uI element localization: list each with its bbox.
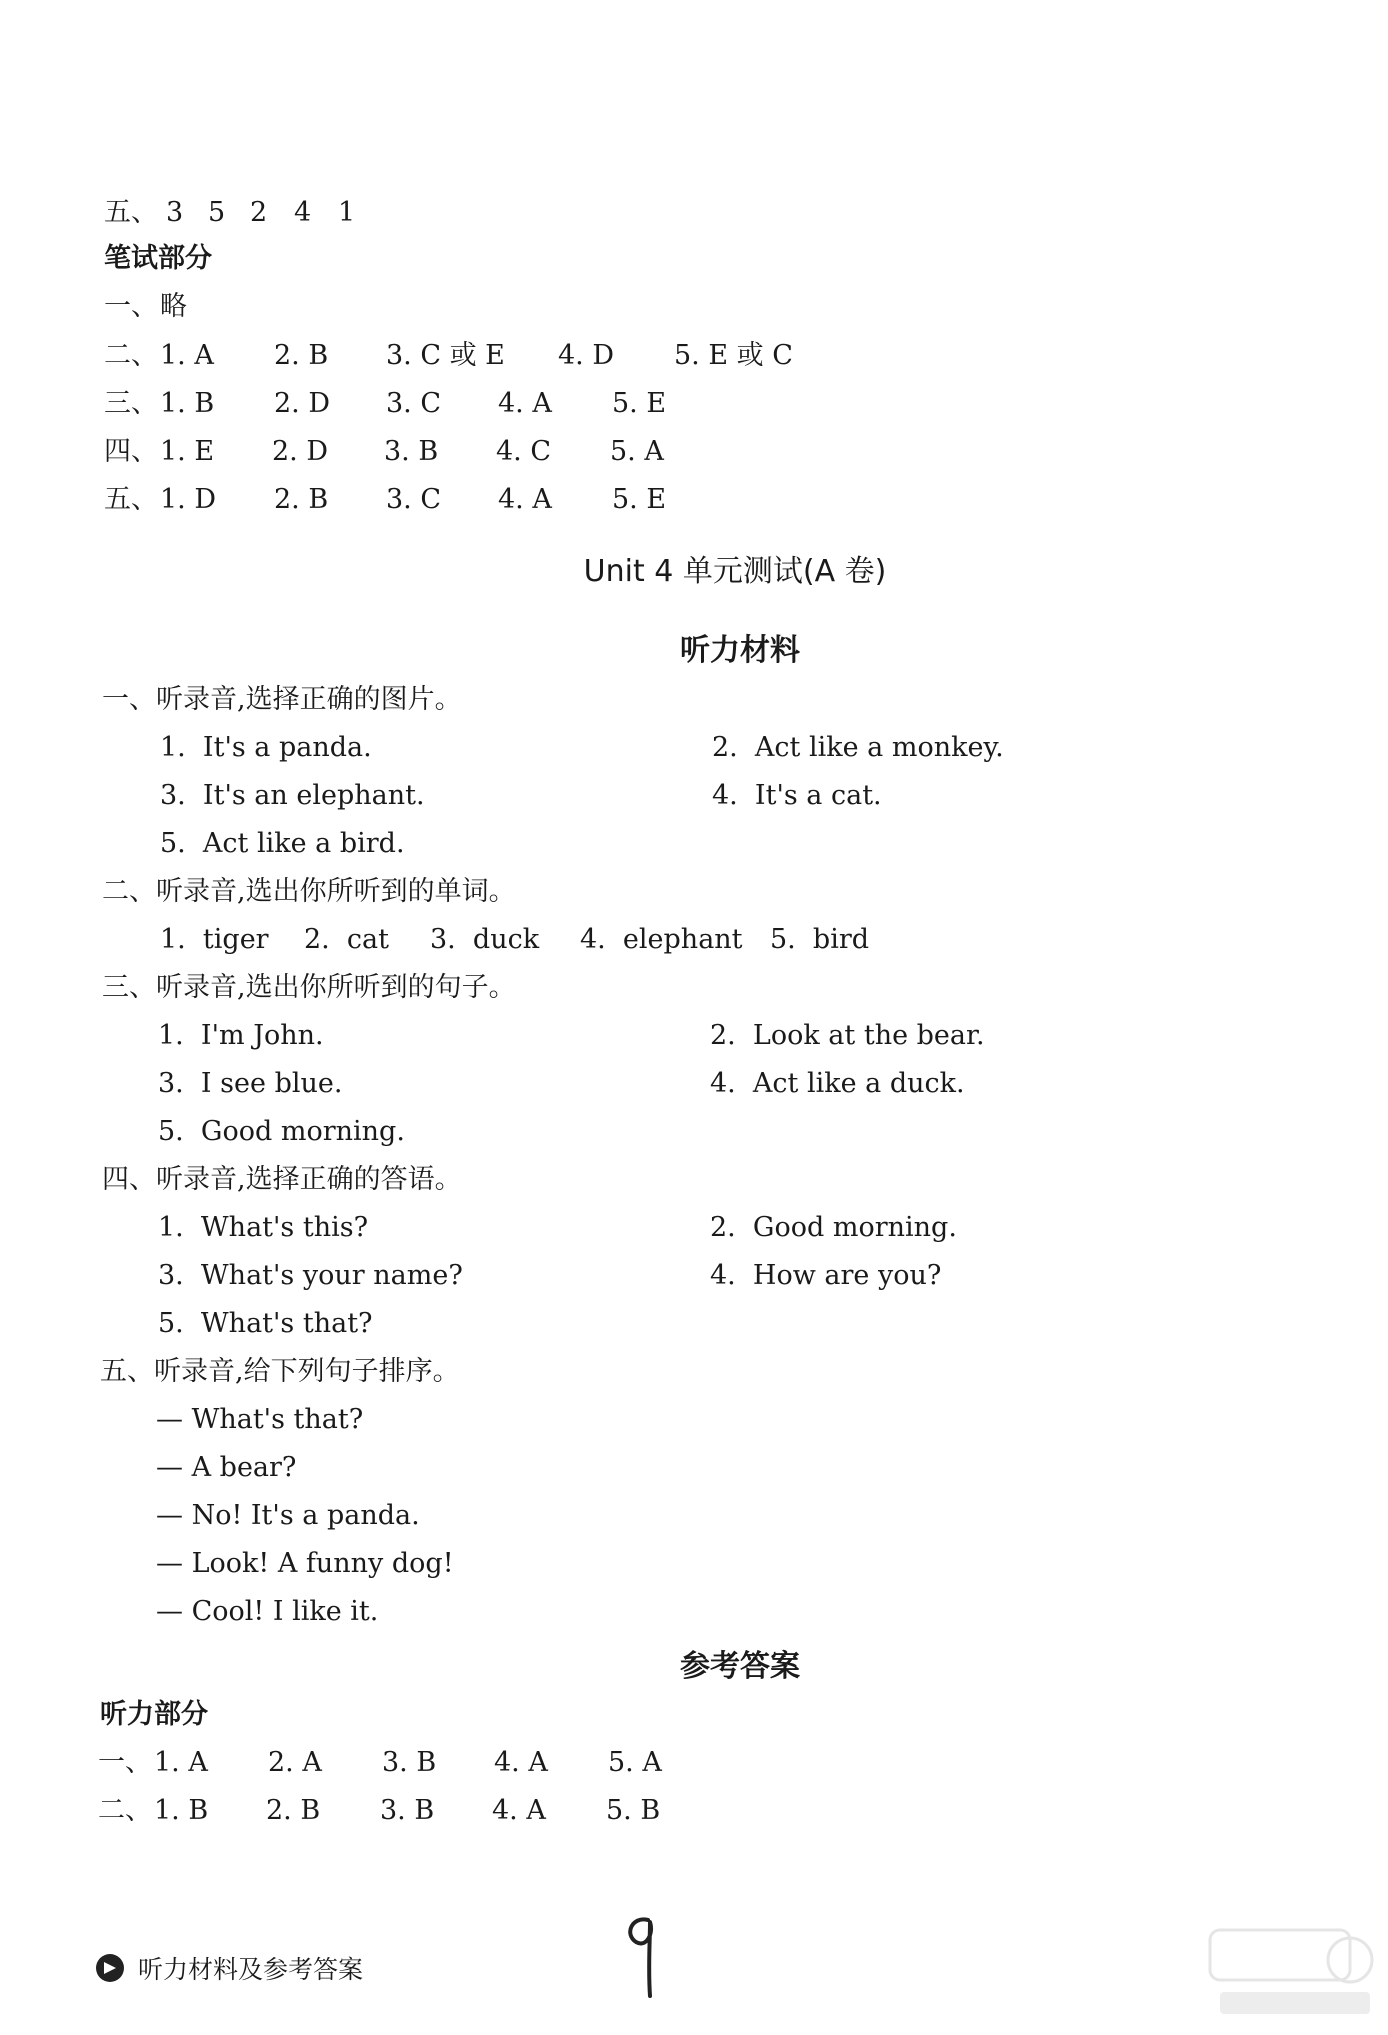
written-row-item: 2. B — [274, 484, 329, 515]
listening-q3-item: 2. Look at the bear. — [710, 1020, 985, 1051]
listening-q1-item: 5. Act like a bird. — [160, 828, 405, 859]
answer-row-item: 2. A — [268, 1747, 322, 1778]
answer-row-item: 4. A — [492, 1795, 546, 1826]
written-row-item: 5. E — [612, 388, 667, 419]
written-row-item: 2. D — [274, 388, 330, 419]
listening-q4-item: 5. What's that? — [158, 1308, 373, 1339]
top-row5-value: 1 — [338, 197, 356, 228]
answer-row-item: 4. A — [494, 1747, 548, 1778]
written-row-label: 四、 — [104, 436, 158, 467]
listening-q5-prompt: 五、听录音,给下列句子排序。 — [100, 1356, 460, 1387]
written-section-title: 笔试部分 — [104, 243, 212, 274]
listening-q5-item: — Cool! I like it. — [156, 1596, 379, 1627]
written-row-item: 4. D — [558, 340, 614, 371]
written-row-item: 1. B — [160, 388, 215, 419]
written-row-item: 1. D — [160, 484, 216, 515]
listening-q2-prompt: 二、听录音,选出你所听到的单词。 — [102, 876, 516, 907]
listening-q4-item: 1. What's this? — [158, 1212, 369, 1243]
answer-row-label: 二、 — [98, 1795, 152, 1826]
listening-q3-item: 4. Act like a duck. — [710, 1068, 965, 1099]
handwritten-page-number — [618, 1912, 668, 2002]
written-row-label: 一、 — [104, 291, 158, 322]
listening-q5-item: — Look! A funny dog! — [156, 1548, 454, 1579]
listening-q3-item: 1. I'm John. — [158, 1020, 324, 1051]
written-row-item: 4. C — [496, 436, 552, 467]
written-row-item: 1. A — [160, 340, 214, 371]
listening-q3-item: 5. Good morning. — [158, 1116, 405, 1147]
written-row-item: 4. A — [498, 388, 552, 419]
answer-row-item: 1. B — [154, 1795, 209, 1826]
answer-row-item: 3. B — [382, 1747, 437, 1778]
unit-title: Unit 4 单元测试(A 卷) — [583, 554, 887, 589]
written-row-item: 3. C 或 E — [386, 340, 505, 371]
listening-q4-item: 2. Good morning. — [710, 1212, 957, 1243]
written-row-item: 3. C — [386, 388, 442, 419]
listening-q4-prompt: 四、听录音,选择正确的答语。 — [102, 1164, 462, 1195]
written-row-label: 二、 — [104, 340, 158, 371]
listening-q1-item: 3. It's an elephant. — [160, 780, 425, 811]
listening-q2-item: 4. elephant — [580, 924, 743, 955]
answer-row-item: 3. B — [380, 1795, 435, 1826]
written-row-item: 2. B — [274, 340, 329, 371]
top-row5-value: 4 — [294, 197, 312, 228]
answer-row-label: 一、 — [98, 1747, 152, 1778]
listening-q3-prompt: 三、听录音,选出你所听到的句子。 — [102, 972, 516, 1003]
listening-q4-item: 3. What's your name? — [158, 1260, 463, 1291]
listening-q2-item: 3. duck — [430, 924, 540, 955]
answers-title: 参考答案 — [680, 1649, 800, 1684]
written-row-label: 三、 — [104, 388, 158, 419]
written-row-item: 5. E 或 C — [674, 340, 793, 371]
listening-q2-item: 1. tiger — [160, 924, 269, 955]
written-row-item: 1. E — [160, 436, 215, 467]
watermark-logo — [1200, 1920, 1380, 2030]
top-row5-value: 2 — [250, 197, 268, 228]
top-row5-value: 5 — [208, 197, 226, 228]
listening-title: 听力材料 — [680, 633, 800, 668]
top-row5-value: 3 — [166, 197, 184, 228]
footer-text: 听力材料及参考答案 — [138, 1955, 364, 1984]
listening-q1-prompt: 一、听录音,选择正确的图片。 — [102, 684, 462, 715]
listening-q5-item: — No! It's a panda. — [156, 1500, 420, 1531]
listening-q3-item: 3. I see blue. — [158, 1068, 343, 1099]
written-row-item: 3. C — [386, 484, 442, 515]
answer-row-item: 5. B — [606, 1795, 661, 1826]
listening-q1-item: 1. It's a panda. — [160, 732, 372, 763]
answer-row-item: 1. A — [154, 1747, 208, 1778]
listening-q1-item: 4. It's a cat. — [712, 780, 882, 811]
written-row-item: 4. A — [498, 484, 552, 515]
listening-answers-title: 听力部分 — [100, 1699, 208, 1730]
written-row-item: 2. D — [272, 436, 328, 467]
written-row-item: 3. B — [384, 436, 439, 467]
listening-q5-item: — What's that? — [156, 1404, 364, 1435]
listening-q1-item: 2. Act like a monkey. — [712, 732, 1004, 763]
written-row-item: 5. E — [612, 484, 667, 515]
written-row-item: 5. A — [610, 436, 664, 467]
answer-row-item: 5. A — [608, 1747, 662, 1778]
listening-q5-item: — A bear? — [156, 1452, 297, 1483]
written-row-item: 略 — [160, 291, 187, 322]
listening-q2-item: 5. bird — [770, 924, 870, 955]
listening-q2-item: 2. cat — [304, 924, 389, 955]
arrow-right-icon — [96, 1954, 124, 1982]
listening-q4-item: 4. How are you? — [710, 1260, 942, 1291]
answer-row-item: 2. B — [266, 1795, 321, 1826]
written-row-label: 五、 — [104, 484, 158, 515]
top-row5-label: 五、 — [104, 197, 158, 228]
footer — [96, 1950, 363, 1986]
